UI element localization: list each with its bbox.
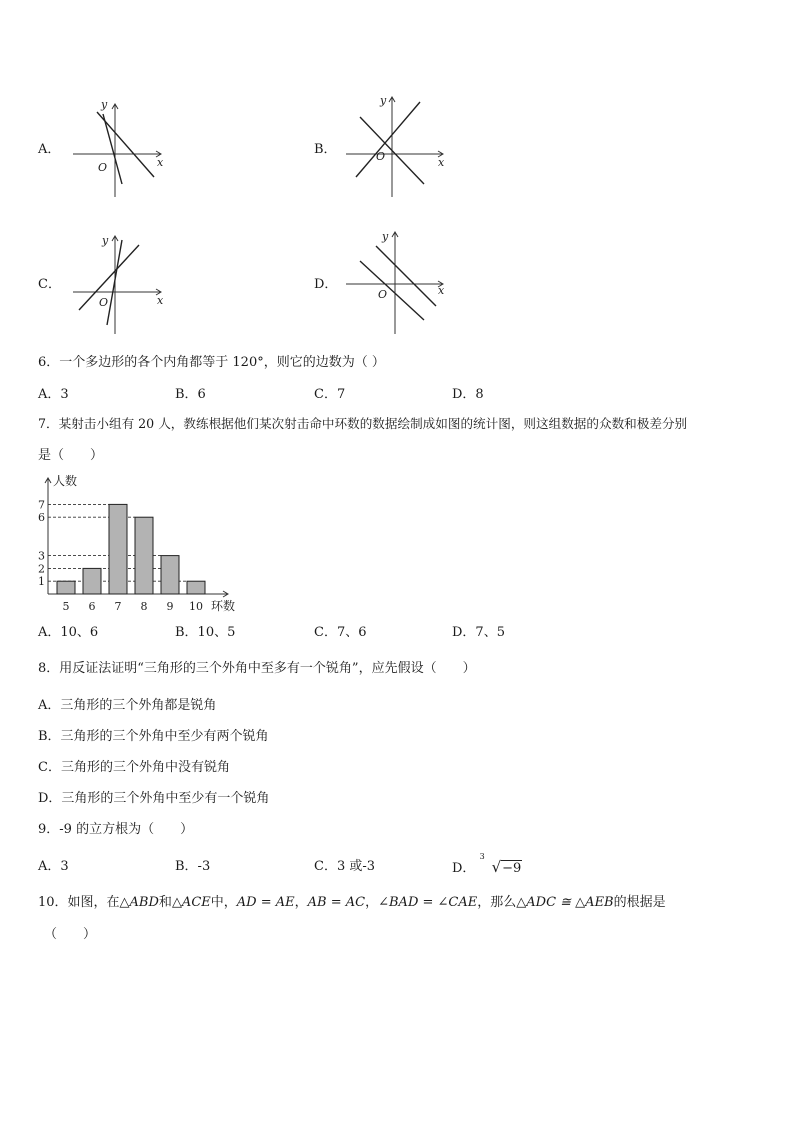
- origin-label: O: [376, 150, 386, 163]
- congruence-statement: △ADC ≅ △AEB: [516, 895, 614, 910]
- origin-label: O: [98, 161, 108, 174]
- q5-option-b-label[interactable]: B．: [314, 142, 337, 157]
- q10-stem-line2: （ ）: [44, 927, 97, 942]
- q10-prefix: 10．如图，在: [38, 895, 120, 910]
- line-1: [360, 261, 424, 320]
- q6-option-b[interactable]: B．6: [175, 387, 206, 402]
- condition-ad-ae: AD = AE: [236, 895, 295, 910]
- q6-option-d[interactable]: D．8: [452, 387, 484, 402]
- origin-label: O: [378, 288, 388, 301]
- q9-option-d-label: D．: [452, 861, 476, 876]
- y-label: y: [380, 94, 387, 107]
- radicand: −9: [502, 861, 522, 876]
- line-1: [79, 245, 139, 310]
- q8-option-d[interactable]: D．三角形的三个外角中至少有一个锐角: [38, 791, 270, 806]
- y-tick-7: 7: [38, 498, 45, 512]
- q8-option-a[interactable]: A．三角形的三个外角都是锐角: [38, 698, 217, 713]
- q6-stem: 6．一个多边形的各个内角都等于 120°，则它的边数为（ ）: [38, 355, 385, 370]
- q9-option-c[interactable]: C．3 或-3: [314, 859, 376, 874]
- q8-option-b[interactable]: B．三角形的三个外角中至少有两个锐角: [38, 729, 269, 744]
- q5-graph-d: [340, 228, 460, 338]
- x-axis-title: 环数: [211, 599, 236, 613]
- q7-option-d[interactable]: D．7、5: [452, 625, 505, 640]
- y-tick-3: 3: [38, 549, 45, 563]
- cube-root-expression: [479, 852, 523, 876]
- q9-option-a[interactable]: A．3: [38, 859, 69, 874]
- x-tick-8: 8: [140, 600, 148, 613]
- q10-mid: 中，: [210, 895, 237, 910]
- bar-8: [135, 517, 153, 594]
- q7-option-b[interactable]: B．10、5: [175, 625, 236, 640]
- x-tick-9: 9: [166, 600, 174, 613]
- q7-stem-line2: 是（ ）: [38, 448, 104, 463]
- triangle-abd: △ABD: [119, 895, 159, 910]
- q9-option-b[interactable]: B．-3: [175, 859, 211, 874]
- q9-stem: 9．-9 的立方根为（ ）: [38, 822, 194, 837]
- q6-option-a[interactable]: A．3: [38, 387, 69, 402]
- line-1: [356, 102, 420, 177]
- bar-5: [57, 581, 75, 594]
- q6-option-c[interactable]: C．7: [314, 387, 346, 402]
- y-label: y: [102, 234, 109, 247]
- y-label: y: [101, 98, 108, 111]
- x-label: x: [438, 156, 445, 169]
- q7-option-c[interactable]: C．7、6: [314, 625, 367, 640]
- x-label: x: [438, 284, 445, 297]
- radical-sign-icon: √: [491, 858, 502, 876]
- bar-9: [161, 556, 179, 594]
- condition-ab-ac: AB = AC: [307, 895, 366, 910]
- q9-option-d[interactable]: [452, 852, 522, 876]
- q10-sep1: ，: [294, 895, 308, 910]
- q8-option-c[interactable]: C．三角形的三个外角中没有锐角: [38, 760, 230, 775]
- x-tick-7: 7: [114, 600, 122, 613]
- y-label: y: [382, 230, 389, 243]
- q10-stem-line1: [38, 896, 666, 909]
- x-tick-5: 5: [62, 600, 70, 613]
- q5-option-a-label[interactable]: A．: [38, 142, 61, 157]
- radical-index: 3: [479, 852, 485, 861]
- q5-graph-c: [65, 230, 185, 340]
- y-tick-1: 1: [38, 575, 45, 589]
- q8-stem: 8．用反证法证明“三角形的三个外角中至多有一个锐角”，应先假设（ ）: [38, 661, 476, 676]
- y-axis-title: 人数: [53, 474, 78, 488]
- x-tick-10: 10: [189, 600, 203, 613]
- x-label: x: [157, 294, 164, 307]
- q5-graph-b: [340, 92, 460, 202]
- q10-and: 和: [158, 895, 172, 910]
- y-tick-6: 6: [38, 511, 45, 525]
- x-label: x: [157, 156, 164, 169]
- triangle-ace: △ACE: [171, 895, 211, 910]
- condition-angles: ∠BAD = ∠CAE: [378, 895, 478, 910]
- q10-sep2: ，: [365, 895, 379, 910]
- q7-stem-line1: 7．某射击小组有 20 人，教练根据他们某次射击命中环数的数据绘制成如图的统计图，则这组数据的众数和极差分别: [38, 416, 688, 431]
- q10-suffix: 的根据是: [613, 895, 666, 910]
- q7-histogram: [30, 470, 250, 615]
- bar-7: [109, 504, 127, 594]
- q5-graph-a: [65, 92, 185, 202]
- x-tick-6: 6: [88, 600, 96, 613]
- bar-10: [187, 581, 205, 594]
- y-tick-2: 2: [38, 562, 45, 576]
- q7-option-a[interactable]: A．10、6: [38, 625, 99, 640]
- q5-option-d-label[interactable]: D．: [314, 277, 338, 292]
- bar-6: [83, 568, 101, 594]
- origin-label: O: [99, 296, 109, 309]
- q10-then: ，那么: [477, 895, 517, 910]
- q5-option-c-label[interactable]: C．: [38, 277, 61, 292]
